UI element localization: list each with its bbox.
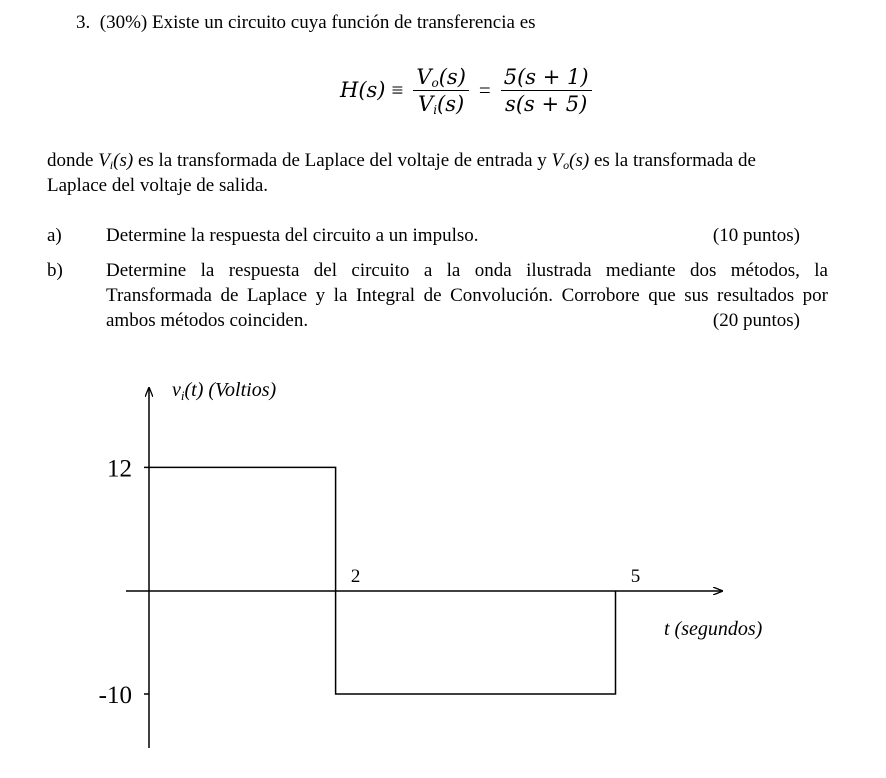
desc-vi-sub: i <box>109 158 114 172</box>
eq-den1-arg: (s) <box>437 91 465 116</box>
eq-equiv: ≡ <box>391 77 404 102</box>
item-a-text: Determine la respuesta del circuito a un impulso. <box>106 225 479 246</box>
eq-num1: V <box>416 64 432 89</box>
y-tick-label: 12 <box>107 455 132 483</box>
desc-part3: es la transformada de <box>589 150 756 171</box>
item-b-line-3: ambos métodos coinciden. <box>106 310 309 331</box>
eq-den1-sub: i <box>433 102 438 117</box>
desc-part1: donde <box>47 150 99 171</box>
problem-weight: (30%) <box>99 12 148 33</box>
desc-vi-arg: (s) <box>113 150 134 171</box>
y-axis-label: $v_i(t)$ (Voltios) <box>172 379 277 403</box>
x-axis-label: t (segundos) <box>664 618 763 640</box>
x-tick-label: 2 <box>350 566 361 587</box>
desc-part2: es la transformada de Laplace del voltaje de entrada y <box>133 150 552 171</box>
desc-vi: V <box>98 150 110 171</box>
problem-intro: Existe un circuito cuya función de transferencia es <box>151 12 536 33</box>
eq-den1: V <box>418 91 434 116</box>
desc-vo-sub: o <box>563 158 570 172</box>
item-b-line-2: Transformada de Laplace y la Integral de Convolución. Corrobore que sus resultados por <box>106 285 828 306</box>
problem-number: 3. <box>76 12 91 33</box>
y-tick-label: -10 <box>98 682 132 709</box>
eq-lhs: H(s) <box>340 78 386 102</box>
item-a-label: a) <box>47 225 62 246</box>
item-a-points: (10 puntos) <box>712 225 800 246</box>
desc-vo: V <box>551 150 564 171</box>
eq-equals: = <box>478 77 491 102</box>
desc-vo-arg: (s) <box>569 150 590 171</box>
x-tick-label: 5 <box>630 566 641 587</box>
eq-num1-arg: (s) <box>438 64 466 89</box>
eq-den2: s(s + 5) <box>505 91 588 116</box>
item-b-label: b) <box>47 260 63 281</box>
waveform-series-line <box>149 467 616 694</box>
item-b-points: (20 puntos) <box>712 310 800 331</box>
eq-num1-sub: o <box>431 75 439 90</box>
description-line-2: Laplace del voltaje de salida. <box>47 175 269 196</box>
eq-num2: 5(s + 1) <box>503 64 589 89</box>
item-b-line-1: Determine la respuesta del circuito a la onda ilustrada mediante dos métodos, la <box>106 260 828 281</box>
